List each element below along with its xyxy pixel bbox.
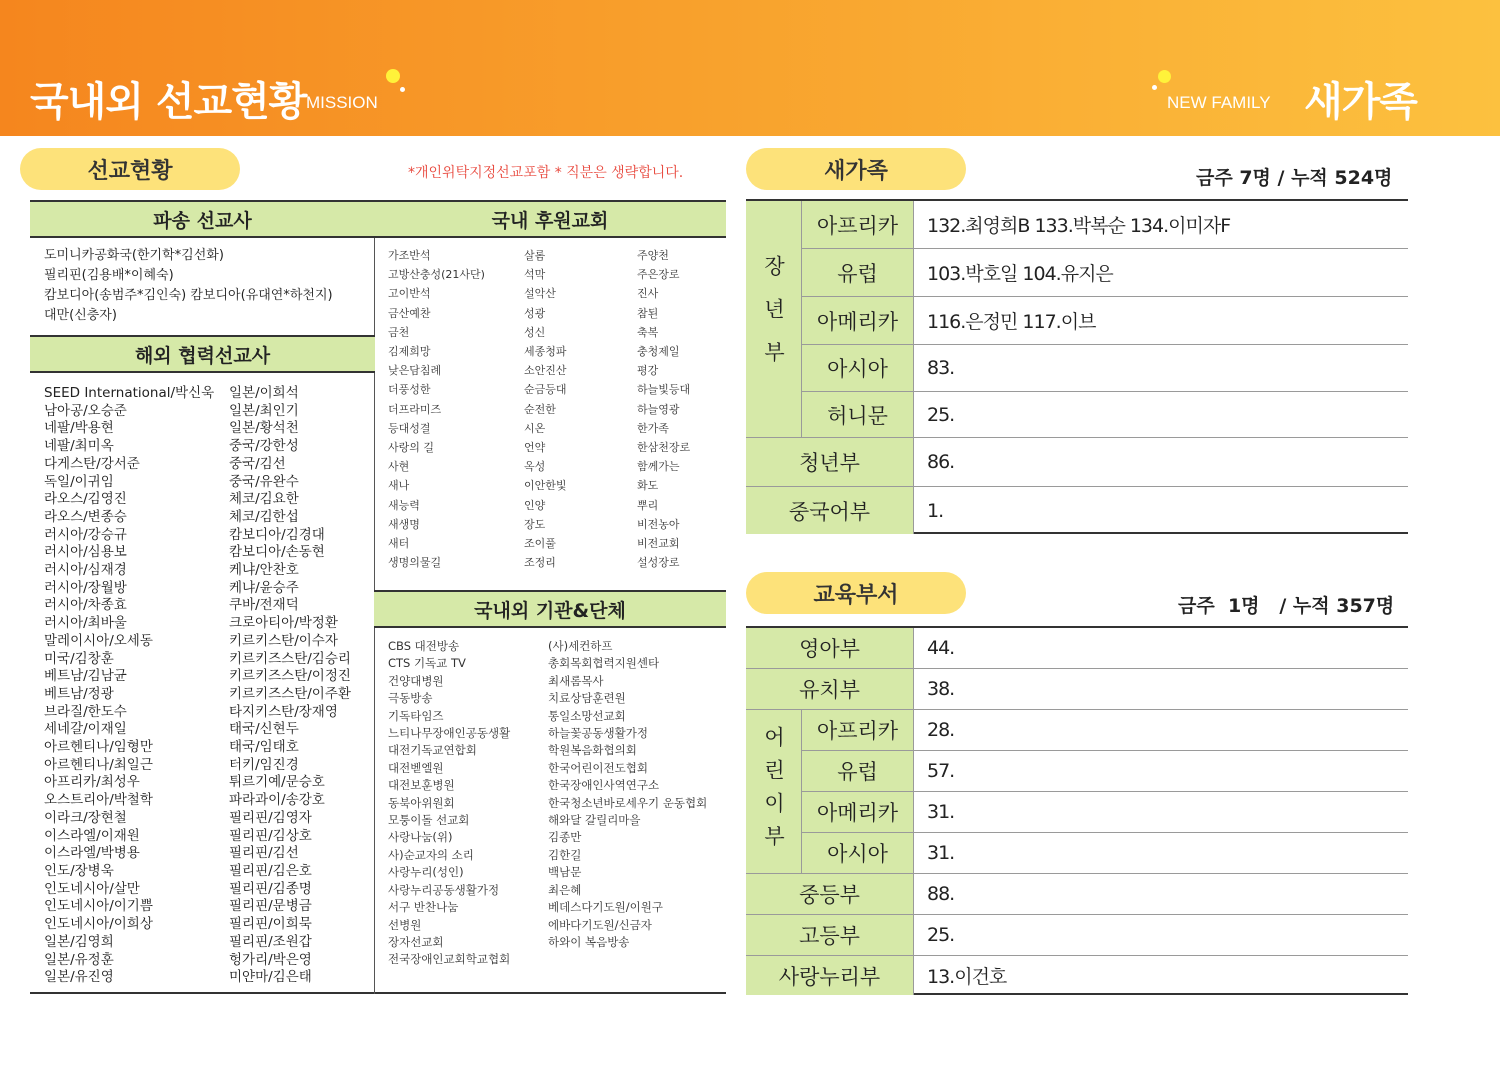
overseas-item: 독일/이귀임 — [44, 473, 114, 490]
overseas-item: 중국/김선 — [229, 455, 286, 472]
dispatched-item: 캄보디아(송범주*김인숙) 캄보디아(유대연*하천지) — [44, 288, 333, 303]
church-item: 축복 — [637, 325, 659, 339]
church-item: 생명의물길 — [388, 556, 442, 570]
church-item: 한가족 — [637, 421, 669, 435]
overseas-item: 러시아/차종효 — [44, 597, 127, 614]
page-header — [0, 0, 1500, 136]
overseas-item: 다게스탄/강서준 — [44, 455, 140, 472]
newfamily-page-title: 새가족 — [1304, 79, 1417, 125]
church-item: 하늘빛등대 — [637, 383, 691, 397]
overseas-item: 인도/장병욱 — [44, 862, 114, 879]
org-item: 치료상담훈련원 — [548, 691, 626, 706]
org-item: 에바다기도원/신금자 — [548, 917, 652, 932]
edu-row-africa-value: 28. — [927, 719, 955, 741]
overseas-item: 필리핀/조원갑 — [229, 933, 312, 950]
overseas-item: 러시아/강승규 — [44, 526, 127, 543]
nf-row-africa-label: 아프리카 — [802, 201, 913, 248]
overseas-item: 일본/황석천 — [229, 420, 299, 437]
overseas-item: 캄보디아/손동현 — [229, 544, 325, 561]
org-item: 최새롬목사 — [548, 673, 604, 688]
newfamily-pill: 새가족 — [746, 148, 966, 190]
org-item: 베데스다기도원/이원구 — [548, 900, 663, 915]
church-item: 성신 — [524, 325, 546, 339]
overseas-item: 베트남/정광 — [44, 685, 114, 702]
church-item: 언약 — [524, 441, 546, 455]
church-item: 조정리 — [524, 556, 556, 570]
edu-row-europe-label: 유럽 — [802, 751, 913, 791]
church-item: 순금등대 — [524, 383, 567, 397]
overseas-item: 캄보디아/김경대 — [229, 526, 325, 543]
org-item: (사)세컨하프 — [548, 639, 613, 653]
overseas-item: 필리핀/이희묵 — [229, 916, 312, 933]
church-item: 함께가는 — [637, 460, 680, 474]
newfamily-subtitle: NEW FAMILY — [1167, 93, 1271, 112]
overseas-item: 중국/유완수 — [229, 473, 299, 490]
overseas-item: 키르키즈스탄/이주환 — [229, 685, 351, 702]
overseas-item: 태국/임태호 — [229, 739, 299, 756]
edu-row-sarangnuri-value: 13.이건호 — [927, 966, 1007, 988]
overseas-item: 네팔/박용현 — [44, 420, 114, 437]
overseas-item: 일본/이희석 — [229, 385, 299, 401]
dispatched-list — [44, 246, 333, 326]
org-item: 해와달 갈릴리마을 — [548, 813, 641, 828]
edu-row-sarangnuri-label: 사랑누리부 — [746, 956, 913, 995]
church-item: 진사 — [637, 287, 659, 301]
domestic-list-col1 — [388, 246, 485, 572]
overseas-item: 일본/유진영 — [44, 969, 114, 986]
overseas-item: 중국/강한성 — [229, 438, 299, 455]
overseas-item: 아프리카/최성우 — [44, 774, 140, 791]
decor-dot-icon — [1152, 85, 1157, 90]
decor-dot-icon — [1158, 70, 1171, 83]
edu-row-europe-value: 57. — [927, 760, 955, 782]
domestic-list-col2 — [524, 246, 567, 572]
overseas-item: 세네갈/이재일 — [44, 721, 127, 738]
overseas-item: 이스라엘/이재원 — [44, 827, 140, 844]
org-item: 사)순교자의 소리 — [388, 847, 474, 862]
overseas-item: 쿠바/전재덕 — [229, 597, 299, 614]
domestic-list-col3 — [637, 246, 690, 572]
education-pill: 교육부서 — [746, 572, 966, 614]
overseas-item: 베트남/김남균 — [44, 668, 127, 685]
org-item: 극동방송 — [388, 691, 433, 706]
overseas-item: 인도네시아/이기쁨 — [44, 898, 153, 915]
overseas-item: 라오스/김영진 — [44, 491, 127, 508]
church-item: 충청제일 — [637, 345, 680, 359]
church-item: 시온 — [524, 421, 546, 435]
church-item: 김제희망 — [388, 345, 431, 359]
overseas-item: 체코/김요한 — [229, 491, 299, 508]
church-item: 설악산 — [524, 287, 556, 301]
mission-page-title: 국내외 선교현황 — [30, 79, 307, 125]
church-item: 등대성결 — [388, 421, 431, 435]
edu-row-infant-label: 영아부 — [746, 628, 913, 668]
church-item: 뿌리 — [637, 498, 659, 512]
org-item: 최은혜 — [548, 882, 582, 897]
overseas-item: 미얀마/김은태 — [229, 969, 312, 986]
edu-row-asia-value: 31. — [927, 842, 955, 864]
edu-row-high-value: 25. — [927, 924, 955, 946]
church-item: 주양천 — [637, 249, 669, 262]
nf-row-america-label: 아메리카 — [802, 297, 913, 344]
church-item: 장도 — [524, 517, 546, 531]
church-item: 살롬 — [524, 249, 546, 262]
edu-row-middle-label: 중등부 — [746, 874, 913, 914]
church-item: 금천 — [388, 325, 410, 339]
church-item: 새터 — [388, 537, 410, 551]
overseas-item: 필리핀/김은호 — [229, 862, 312, 879]
church-item: 평강 — [637, 364, 659, 378]
nf-row-chinese-label: 중국어부 — [746, 487, 913, 534]
overseas-item: 네팔/최미옥 — [44, 438, 114, 455]
overseas-item: 필리핀/김선 — [229, 845, 299, 862]
org-item: 건양대병원 — [388, 673, 444, 688]
church-item: 더프라미즈 — [388, 402, 442, 416]
education-count: 금주 1명 / 누적 357명 — [1178, 595, 1395, 617]
nf-row-youth-value: 86. — [927, 451, 955, 473]
church-item: 한삼천장로 — [637, 441, 691, 455]
overseas-list-col2 — [229, 385, 351, 987]
church-item: 낮은담침례 — [388, 364, 442, 378]
children-group-label: 어린이부 — [746, 710, 801, 873]
church-item: 옥성 — [524, 460, 546, 474]
church-item: 석막 — [524, 268, 546, 282]
overseas-item: 키르키즈스탄/이정진 — [229, 668, 351, 685]
org-item: 대전벧엘원 — [388, 760, 444, 775]
overseas-item: 필리핀/문병금 — [229, 898, 312, 915]
overseas-item: 일본/유정훈 — [44, 951, 114, 968]
church-item: 금산예찬 — [388, 306, 431, 320]
org-item: 서구 반찬나눔 — [388, 900, 459, 915]
overseas-item: 키르키스탄/이수자 — [229, 632, 338, 649]
org-item: 장자선교회 — [388, 934, 444, 949]
overseas-heading: 해외 협력선교사 — [30, 335, 375, 373]
org-item: 선병원 — [388, 917, 422, 932]
church-item: 새능력 — [388, 498, 420, 512]
nf-row-chinese-value: 1. — [927, 499, 944, 522]
org-item: 하와이 복음방송 — [548, 934, 630, 949]
org-item: 백남문 — [548, 865, 582, 880]
org-item: 하늘꽃공동생활가정 — [548, 726, 648, 741]
church-item: 사랑의 길 — [388, 441, 435, 455]
overseas-item: 브라질/한도수 — [44, 703, 127, 720]
overseas-item: 오스트리아/박철학 — [44, 792, 153, 809]
overseas-item: 케냐/안찬호 — [229, 562, 299, 579]
org-item: 대전기독교연합회 — [388, 743, 477, 758]
org-item: 기독타임즈 — [388, 708, 444, 723]
church-item: 조이풀 — [524, 537, 556, 551]
org-item: 김종만 — [548, 830, 582, 845]
overseas-item: 러시아/심용보 — [44, 544, 127, 561]
overseas-item: 필리핀/김영자 — [229, 809, 312, 826]
overseas-item: 헝가리/박은영 — [229, 951, 312, 968]
overseas-item: 케냐/윤승주 — [229, 579, 299, 596]
edu-row-asia-label: 아시아 — [802, 833, 913, 873]
decor-dot-icon — [400, 87, 405, 92]
church-item: 고이반석 — [388, 287, 431, 301]
church-item: 소안진산 — [524, 364, 567, 378]
overseas-item: 미국/김창훈 — [44, 650, 114, 667]
church-item: 이안한빛 — [524, 479, 567, 493]
org-item: 느티나무장애인공동생활 — [388, 726, 511, 741]
overseas-item: 타지키스탄/장재영 — [229, 703, 338, 720]
church-item: 화도 — [637, 479, 659, 493]
church-item: 고방산충성(21사단) — [388, 268, 485, 282]
overseas-item: 말레이시아/오세동 — [44, 632, 153, 649]
domestic-heading: 국내 후원교회 — [374, 200, 726, 238]
adult-group-label: 장년부 — [746, 201, 801, 437]
overseas-item: 키르키즈스탄/김승리 — [229, 650, 351, 667]
overseas-item: 인도네시아/이희상 — [44, 916, 153, 933]
overseas-item: 남아공/오승준 — [44, 402, 127, 419]
org-item: 한국어린이전도협회 — [548, 760, 648, 775]
nf-row-asia-label: 아시아 — [802, 345, 913, 391]
edu-row-america-value: 31. — [927, 801, 955, 823]
org-item: CTS 기독교 TV — [388, 656, 466, 671]
orgs-heading: 국내외 기관&단체 — [374, 590, 726, 628]
edu-row-high-label: 고등부 — [746, 915, 913, 955]
newfamily-count: 금주 7명 / 누적 524명 — [1196, 167, 1393, 189]
mission-note: *개인위탁지정선교포함 * 직분은 생략합니다. — [408, 165, 684, 181]
overseas-item: 태국/신현두 — [229, 721, 299, 738]
orgs-list-col2 — [548, 638, 707, 951]
overseas-item: 라오스/변종승 — [44, 508, 127, 525]
church-item: 새생명 — [388, 517, 420, 531]
overseas-list-col1 — [44, 385, 214, 987]
overseas-item: 이스라엘/박병용 — [44, 845, 140, 862]
org-item: 총회목회협력지원센타 — [548, 656, 660, 671]
edu-row-kinder-value: 38. — [927, 678, 955, 700]
education-table — [746, 626, 1408, 995]
overseas-item: 필리핀/김상호 — [229, 827, 312, 844]
nf-row-asia-value: 83. — [927, 357, 955, 379]
org-item: 사랑누리(성인) — [388, 865, 464, 880]
edu-row-infant-value: 44. — [927, 637, 955, 659]
org-item: 한국장애인사역연구소 — [548, 778, 660, 793]
overseas-item: 파라과이/송강호 — [229, 792, 325, 809]
overseas-item: 러시아/최바울 — [44, 615, 127, 632]
church-item: 성광 — [524, 306, 546, 320]
mission-subtitle: MISSION — [306, 93, 378, 112]
org-item: 모퉁이돌 선교회 — [388, 813, 470, 828]
overseas-item: 러시아/장월방 — [44, 579, 127, 596]
org-item: 동북아위원회 — [388, 795, 455, 810]
overseas-item: 러시아/심재경 — [44, 562, 127, 579]
church-item: 하늘영광 — [637, 402, 680, 416]
church-item: 설성장로 — [637, 556, 680, 570]
nf-row-america-value: 116.은정민 117.이브 — [927, 311, 1096, 333]
overseas-item: 일본/김영희 — [44, 933, 114, 950]
edu-row-middle-value: 88. — [927, 883, 955, 905]
church-item: 세종청파 — [524, 345, 567, 359]
dispatched-heading: 파송 선교사 — [30, 200, 375, 238]
overseas-item: 필리핀/김종명 — [229, 880, 312, 897]
org-item: 전국장애인교회학교협회 — [388, 952, 511, 967]
church-item: 가조반석 — [388, 249, 431, 262]
overseas-item: 터키/임진경 — [229, 756, 299, 773]
newfamily-table — [746, 199, 1408, 534]
dispatched-item: 필리핀(김용배*이혜숙) — [44, 268, 174, 283]
nf-row-africa-value: 132.최영희B 133.박복순 134.이미자F — [927, 215, 1231, 237]
church-item: 비전농아 — [637, 517, 680, 531]
church-item: 주은장로 — [637, 268, 680, 282]
org-item: 통일소망선교회 — [548, 708, 626, 723]
overseas-item: 튀르기예/문승호 — [229, 774, 325, 791]
dispatched-item: 도미니카공화국(한기학*김선화) — [44, 248, 224, 263]
church-item: 사현 — [388, 460, 410, 474]
org-item: 학원복음화협의회 — [548, 743, 637, 758]
overseas-item: 이라크/장현철 — [44, 809, 127, 826]
nf-row-europe-value: 103.박호일 104.유지은 — [927, 263, 1113, 285]
nf-row-honeymoon-value: 25. — [927, 403, 955, 426]
edu-row-africa-label: 아프리카 — [802, 710, 913, 750]
nf-row-europe-label: 유럽 — [802, 249, 913, 296]
nf-row-honeymoon-label: 허니문 — [802, 392, 913, 437]
overseas-item: 체코/김한섭 — [229, 508, 299, 525]
church-item: 새나 — [388, 479, 410, 493]
org-item: 사랑나눔(위) — [388, 830, 453, 845]
org-item: CBS 대전방송 — [388, 639, 460, 653]
org-item: 사랑누리공동생활가정 — [388, 882, 500, 897]
org-item: 김한길 — [548, 847, 582, 862]
org-item: 대전보훈병원 — [388, 778, 455, 793]
decor-dot-icon — [386, 69, 400, 83]
orgs-list-col1 — [388, 638, 510, 969]
church-item: 참된 — [637, 306, 659, 320]
dispatched-item: 대만(신충자) — [44, 308, 117, 323]
overseas-item: 아르헨티나/최일근 — [44, 756, 153, 773]
overseas-item: 아르헨티나/임형만 — [44, 739, 153, 756]
overseas-item: 크로아티아/박정환 — [229, 615, 338, 632]
edu-row-kinder-label: 유치부 — [746, 669, 913, 709]
overseas-item: 일본/최인기 — [229, 402, 299, 419]
overseas-item: 인도네시아/살만 — [44, 880, 140, 897]
church-item: 더풍성한 — [388, 383, 431, 397]
mission-pill: 선교현황 — [20, 148, 240, 190]
church-item: 순전한 — [524, 402, 556, 416]
church-item: 인양 — [524, 498, 546, 512]
church-item: 비전교회 — [637, 537, 680, 551]
overseas-item: SEED International/박신욱 — [44, 385, 215, 401]
org-item: 한국청소년바로세우기 운동협회 — [548, 795, 708, 810]
nf-row-youth-label: 청년부 — [746, 438, 913, 486]
edu-row-america-label: 아메리카 — [802, 792, 913, 832]
